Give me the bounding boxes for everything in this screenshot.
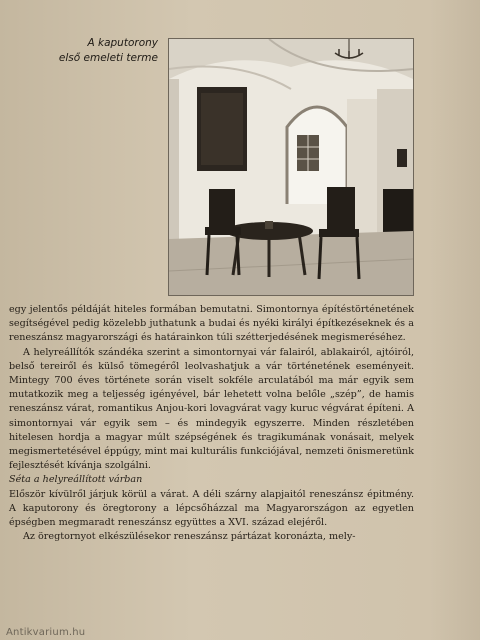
caption-line-1: A kaputorony	[87, 37, 158, 49]
room-photo-illustration	[169, 39, 413, 295]
paragraph-2: A helyreállítók szándéka szerint a simontornyai vár falairól, ablakairól, ajtóiról, belső tereiről és külső tömegéről leolvashatjuk a vár történetének eseményeit. Mintegy 700 éves története során viselt sokféle arculatából ma már egyik sem mutatkozik meg a teljesség igényével, bár lehetett volna belőle „szép”, de hamis reneszánsz várat, romantikus Anjou-kori lovagvárat vagy kuruc végvárat építeni. A simontornyai vár egyik sem – és mindegyik egyszerre. Minden részletében hitelesen hordja a magyar múlt szépségének és tragikumának vonásait, melyek megismertetésével éppúgy, mint mai kulturális funkciójával, nemzeti önismeretünk fejlesztését kívánja szolgálni.	[9, 346, 414, 472]
article-body	[9, 303, 414, 544]
paragraph-4: Az öregtornyot elkészülésekor reneszánsz pártázat koronázta, mely-	[23, 531, 356, 543]
watermark: Antikvarium.hu	[6, 627, 86, 638]
room-photograph	[168, 38, 414, 296]
section-heading: Séta a helyreállított várban	[9, 474, 143, 486]
page-edge-shadow	[430, 0, 480, 640]
paragraph-1: egy jelentős példáját hiteles formában bemutatni. Simontornya építéstörténetének segítségével pedig közelebb juthatunk a budai és nyéki királyi építkezéseknek és a reneszánsz magyarországi és határainkon túli szétterjedésének megismeréséhez.	[9, 304, 414, 344]
paragraph-3: Először kívülről járjuk körül a várat. A déli szárny alapjaitól reneszánsz épitmény. A kaputorony és öregtorony a lépcsőházzal ma Magyarországon az egyetlen épségben megmaradt reneszánsz együttes a XVI. század elejéről.	[9, 488, 414, 529]
caption-line-2: első emeleti terme	[58, 52, 158, 64]
photo-caption	[40, 36, 158, 66]
